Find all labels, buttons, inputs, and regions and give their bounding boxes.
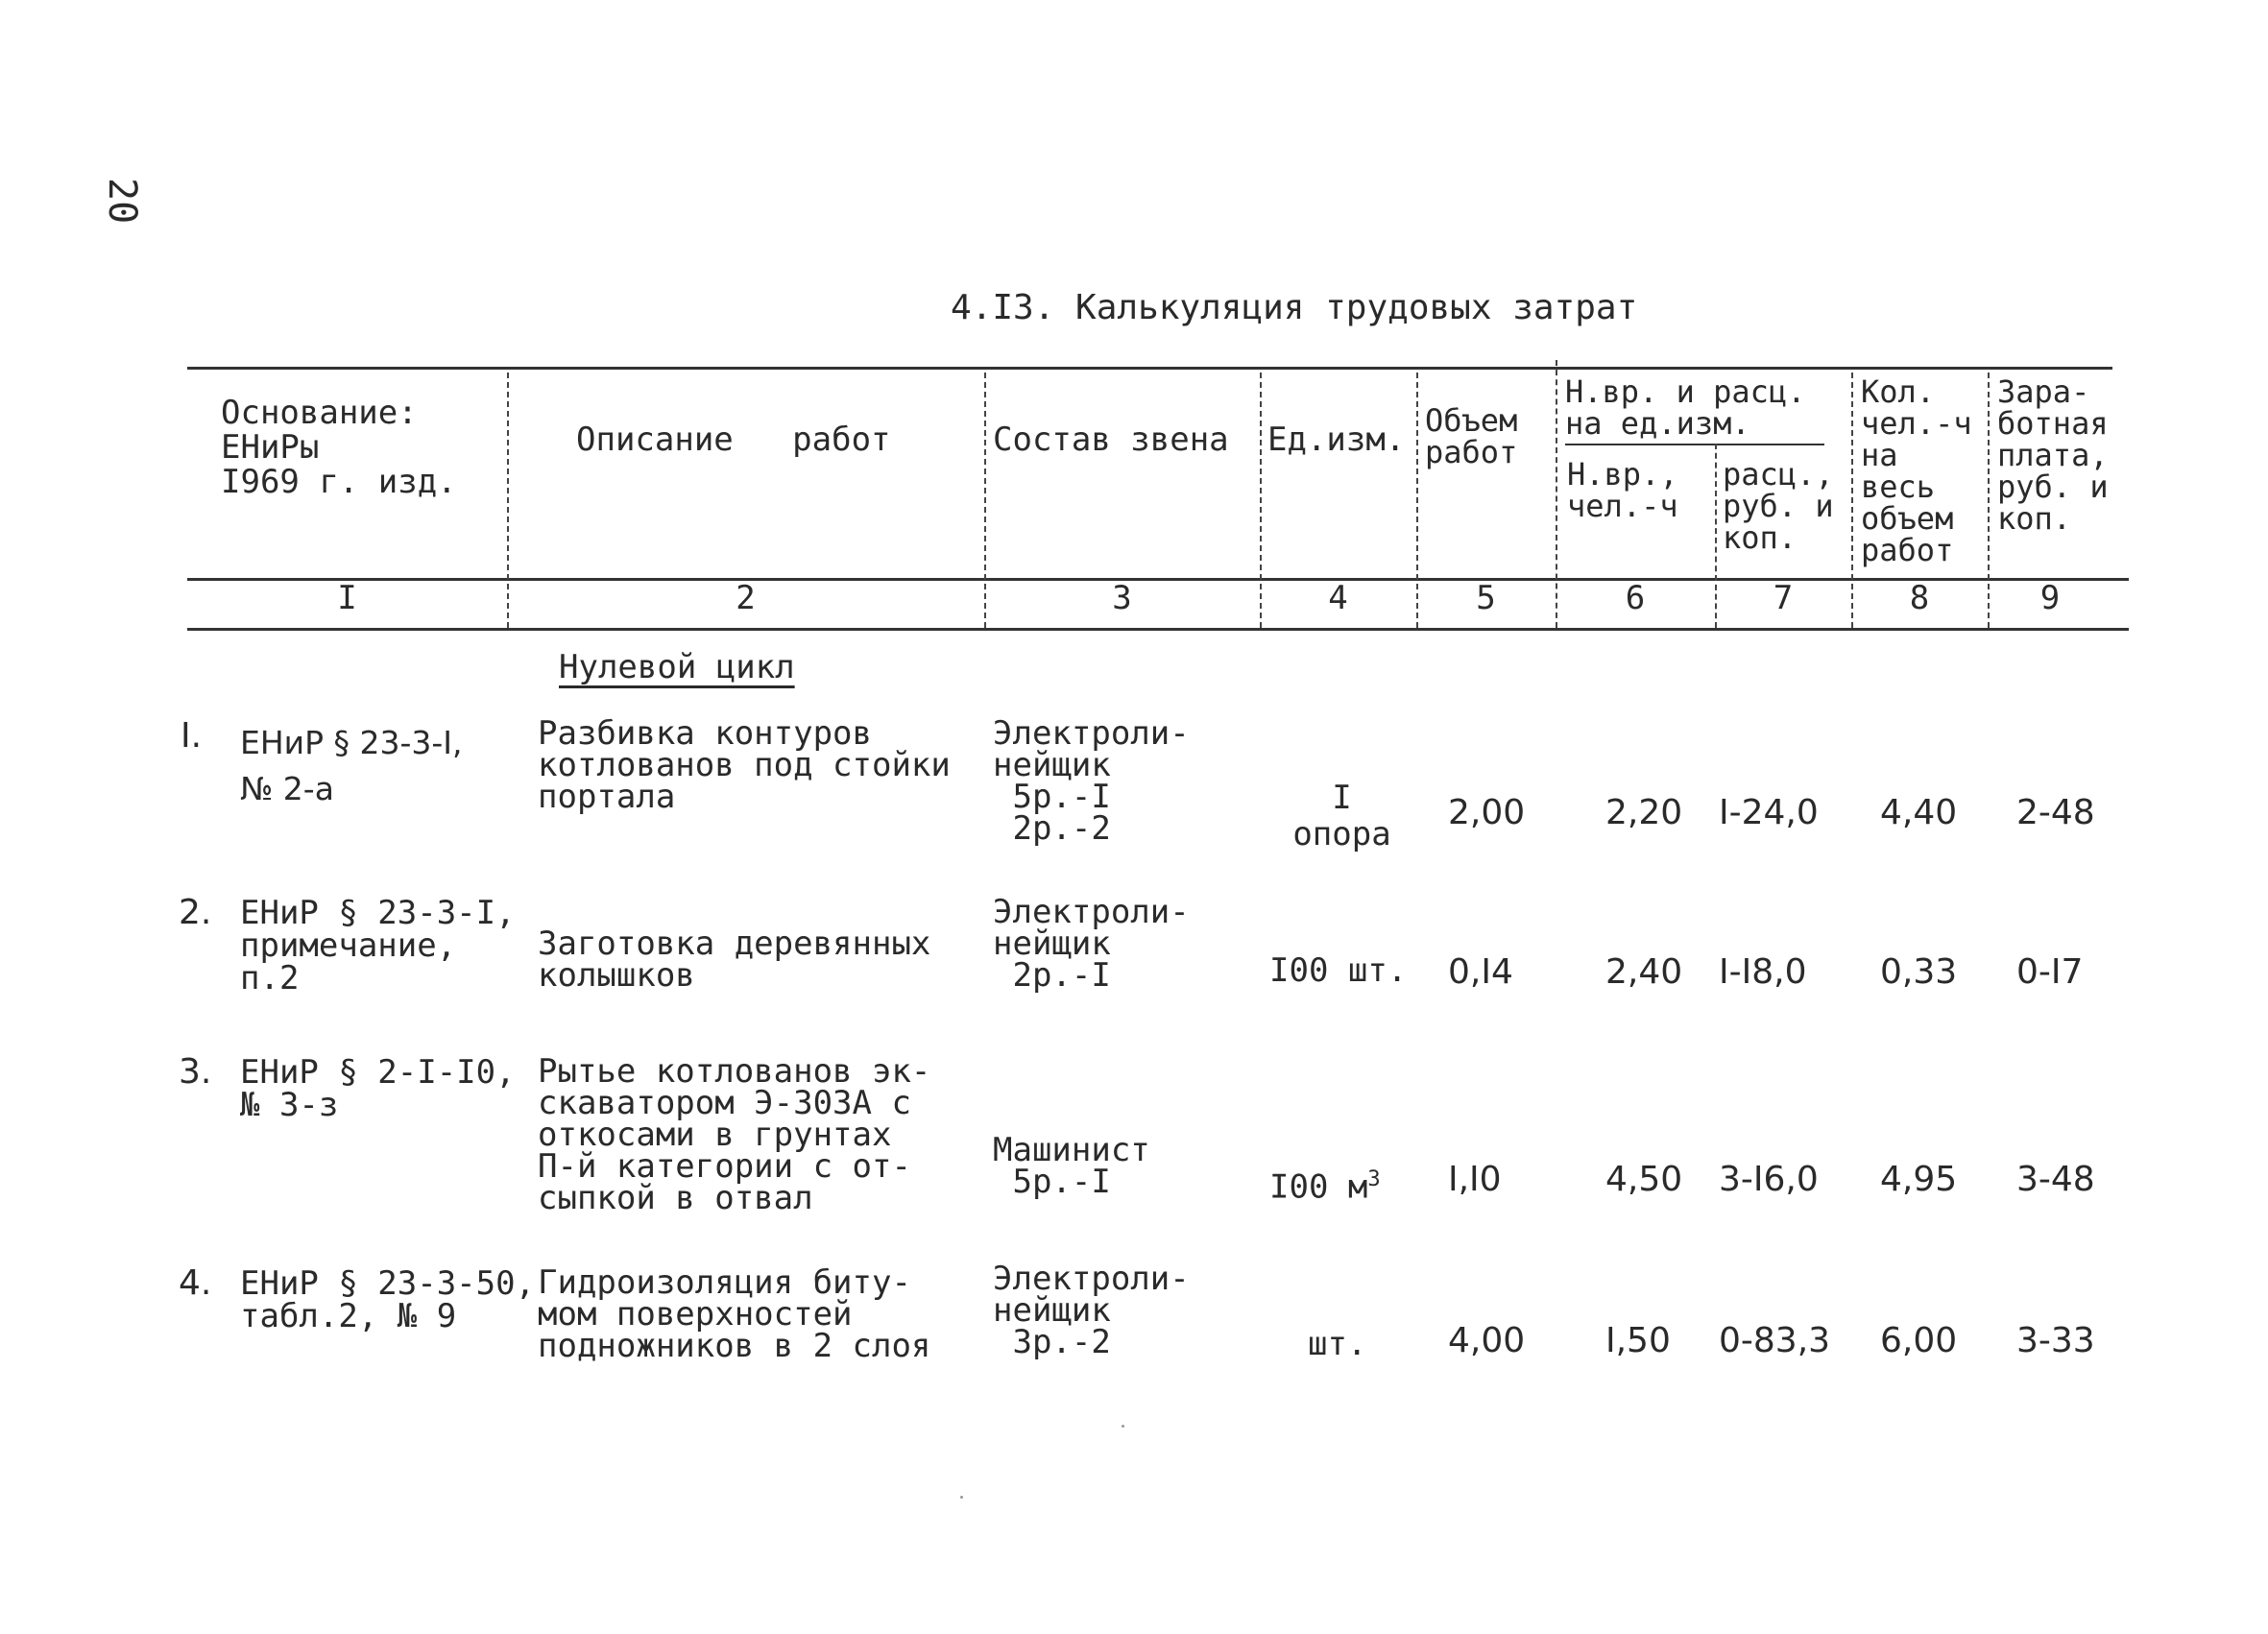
column-numbers-rule [187, 628, 2129, 631]
row-total-hours: 0,33 [1880, 952, 1958, 992]
row-crew: Электроли- нейщик 3р.-2 [993, 1260, 1190, 1361]
section-title: Нулевой цикл [559, 648, 795, 686]
colnum-9: 9 [2039, 579, 2061, 617]
row-basis: ЕНиР § 23-3-I, примечание, п.2 [240, 894, 516, 997]
row-volume: I,I0 [1448, 1160, 1502, 1199]
colnum-8: 8 [1909, 579, 1930, 617]
row-crew: Электроли- нейщик 5р.-I 2р.-2 [993, 714, 1190, 848]
colnum-3: 3 [1112, 579, 1132, 617]
scan-speck [1122, 1425, 1124, 1428]
header-crew: Состав звена [993, 421, 1229, 459]
page-title: 4.I3. Калькуляция трудовых затрат [951, 288, 1638, 327]
row-total-hours: 4,40 [1880, 793, 1958, 832]
row-unit: I опора [1292, 779, 1391, 853]
colnum-6: 6 [1625, 579, 1646, 617]
page-number: 20 [100, 178, 144, 225]
row-total-hours: 4,95 [1880, 1160, 1958, 1199]
row-index: 2. [179, 893, 212, 932]
row-volume: 4,00 [1448, 1321, 1526, 1360]
row-rate: 3-I6,0 [1719, 1160, 1819, 1199]
row-norm-time: 4,50 [1605, 1160, 1683, 1199]
row-volume: 2,00 [1448, 793, 1526, 832]
colnum-2: 2 [736, 579, 756, 617]
table-top-rule [187, 367, 2112, 370]
row-description: Гидроизоляция биту- мом поверхностей подножников в 2 слоя [538, 1263, 931, 1365]
row-rate: I-I8,0 [1719, 952, 1807, 992]
row-index: 3. [179, 1052, 212, 1092]
header-unit: Ед.изм. [1267, 421, 1406, 459]
row-crew: Машинист 5р.-I [993, 1131, 1150, 1201]
row-description: Заготовка деревянных колышков [538, 925, 931, 995]
group-header-rule [1565, 444, 1824, 445]
row-unit [1269, 1164, 1381, 1207]
row-wage: 3-33 [2016, 1321, 2095, 1360]
row-unit: I00 шт. [1269, 951, 1408, 990]
row-norm-time: I,50 [1605, 1321, 1671, 1360]
header-basis: Основание: ЕНиРы I969 г. изд. [221, 394, 457, 501]
scan-speck [960, 1496, 963, 1499]
row-wage: 3-48 [2016, 1160, 2095, 1199]
colnum-7: 7 [1773, 579, 1794, 617]
row-wage: 0-I7 [2016, 952, 2084, 992]
row-wage: 2-48 [2016, 793, 2095, 832]
header-description: Описание работ [576, 421, 891, 459]
row-basis: ЕНиР § 23-3-50, табл.2, № 9 [240, 1264, 536, 1335]
header-volume: Объем работ [1425, 402, 1518, 470]
row-volume: 0,I4 [1448, 952, 1513, 992]
row-index: 4. [179, 1263, 212, 1303]
row-unit-text: I00 м [1269, 1167, 1368, 1207]
row-norm-time: 2,20 [1605, 793, 1683, 832]
row-basis: ЕНиР § 2-I-I0, № 3-з [240, 1053, 516, 1124]
row-description: Рытье котлованов эк- скаватором Э-303А с откосами в грунтах П-й категории с от- сыпкой в отвал [538, 1052, 931, 1217]
row-description: Разбивка контуров котлованов под стойки портала [538, 714, 951, 816]
row-norm-time: 2,40 [1605, 952, 1683, 992]
row-crew: Электроли- нейщик 2р.-I [993, 893, 1190, 995]
header-rate: расц., руб. и коп. [1723, 456, 1834, 556]
colnum-5: 5 [1476, 579, 1496, 617]
row-unit-sup: 3 [1367, 1167, 1381, 1191]
row-index: I. [181, 716, 203, 756]
header-total-hours: Кол. чел.-ч на весь объем работ [1861, 373, 1972, 568]
row-rate: I-24,0 [1719, 793, 1819, 832]
row-basis: ЕНиР § 23-3-I, № 2-а [240, 724, 463, 807]
header-norms-group: Н.вр. и расц. на ед.изм. [1565, 373, 1806, 442]
row-total-hours: 6,00 [1880, 1321, 1958, 1360]
colnum-4: 4 [1328, 579, 1348, 617]
row-rate: 0-83,3 [1719, 1321, 1831, 1360]
header-wage: Зара- ботная плата, руб. и коп. [1997, 373, 2109, 537]
colnum-1: I [337, 579, 357, 617]
row-unit: шт. [1308, 1325, 1367, 1363]
header-norm-time: Н.вр., чел.-ч [1567, 456, 1678, 524]
